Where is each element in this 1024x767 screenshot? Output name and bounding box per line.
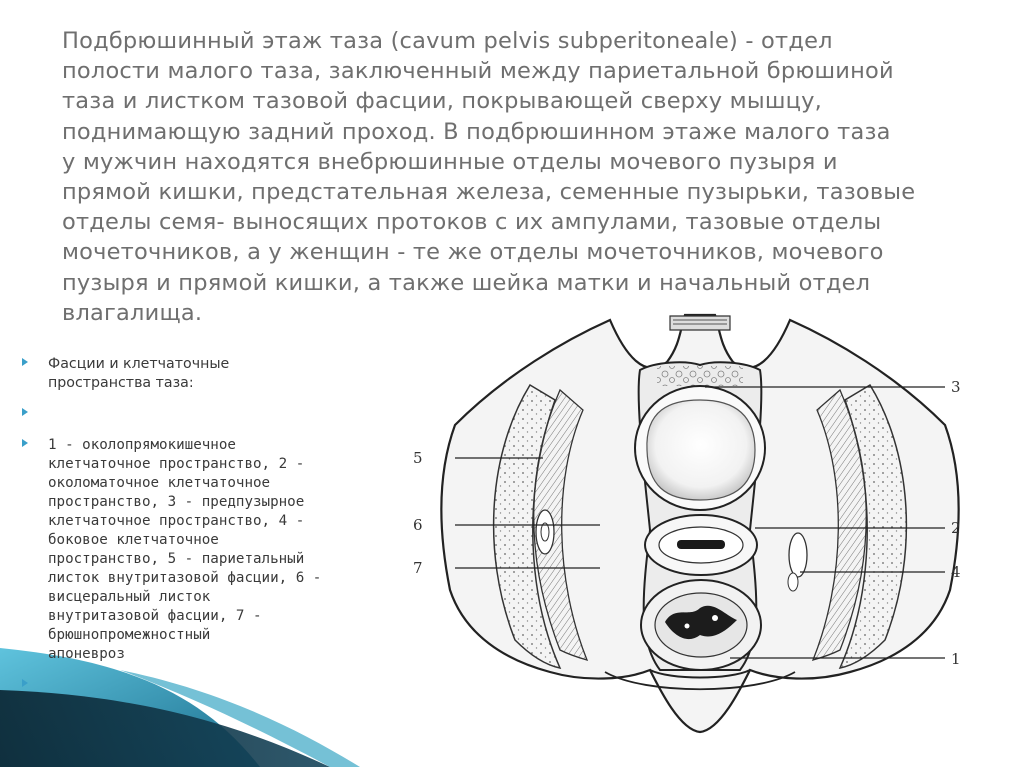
bullet-text-line: боковое клетчаточное (48, 532, 219, 548)
figure-label-3: 3 (951, 378, 961, 396)
title-line: отделы семя- выносящих протоков с их ампулами, тазовые отделы (62, 209, 882, 236)
bullet-text-line: пространство, 3 - предпузырное (48, 494, 305, 510)
bullet-text-line: околоматочное клетчаточное (48, 475, 271, 491)
bullet-arrow-icon (22, 358, 28, 366)
bullet-text-line: висцеральный листок (48, 589, 211, 605)
bullet-text-line: брюшнопромежностный (48, 627, 211, 643)
title-line: влагалища. (62, 299, 203, 326)
bullet-list (22, 355, 402, 707)
cervix (645, 515, 757, 575)
bullet-text-line: апоневроз (48, 646, 125, 662)
title-line: поднимающую задний проход. В подбрюшинном этаже малого таза (62, 118, 891, 145)
figure-label-2: 2 (951, 519, 961, 537)
pelvis-cross-section-figure (395, 300, 995, 740)
bullet-arrow-icon (22, 679, 28, 687)
rectum (641, 580, 761, 670)
bullet-item-legend (22, 436, 402, 664)
bullet-arrow-icon (22, 439, 28, 447)
title-line: таза и листком тазовой фасции, покрывающей сверху мышцу, (62, 88, 822, 115)
bullet-text-line: листок внутритазовой фасции, 6 - (48, 570, 322, 586)
bullet-text-line: Фасции и клетчаточные (48, 356, 230, 372)
figure-label-1: 1 (951, 650, 961, 668)
bullet-text-line: клетчаточное пространство, 4 - (48, 513, 305, 529)
title-line: пузыря и прямой кишки, а также шейка матки и начальный отдел (62, 269, 871, 296)
page-title (62, 26, 962, 328)
figure-label-5: 5 (413, 449, 423, 467)
pubic-symphysis (670, 316, 730, 330)
bullet-arrow-icon (22, 408, 28, 416)
bullet-item-empty (22, 676, 402, 695)
bullet-text-line: внутритазовой фасции, 7 - (48, 608, 262, 624)
figure-label-7: 7 (413, 559, 423, 577)
bullet-item-empty (22, 405, 402, 424)
figure-label-6: 6 (413, 516, 423, 534)
title-line: Подбрюшинный этаж таза (cavum pelvis subperitoneale) - отдел (62, 28, 833, 54)
bladder (635, 386, 765, 510)
title-line: полости малого таза, заключенный между париетальной брюшиной (62, 58, 894, 85)
title-line: мочеточников, а у женщин - те же отделы мочеточников, мочевого (62, 239, 884, 266)
figure-label-4: 4 (951, 563, 961, 581)
bullet-text-line: клетчаточное пространство, 2 - (48, 456, 305, 472)
bullet-item-fascia-heading (22, 355, 402, 393)
title-line: у мужчин находятся внебрюшинные отделы мочевого пузыря и (62, 148, 838, 175)
bullet-text-line: пространство, 5 - париетальный (48, 551, 305, 567)
bullet-text-line: пространства таза: (48, 375, 194, 391)
title-line: прямой кишки, предстательная железа, семенные пузырьки, тазовые (62, 179, 916, 206)
bullet-text-line: 1 - околопрямокишечное (48, 437, 236, 453)
